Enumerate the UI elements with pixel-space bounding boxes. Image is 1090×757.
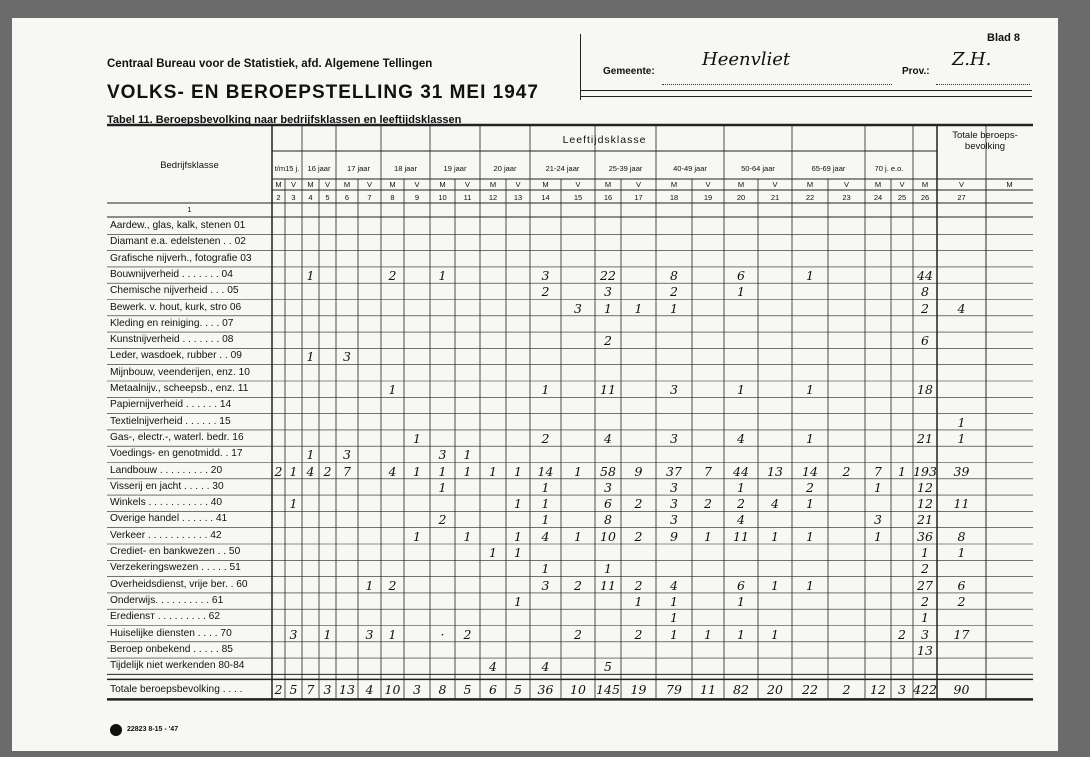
data-cell: 4: [957, 300, 966, 316]
row-label: Voedings- en genotmidd. . 17: [110, 448, 243, 460]
total-cell: 5: [289, 682, 298, 698]
data-cell: 2: [388, 577, 397, 593]
data-cell: 10: [600, 528, 616, 544]
total-cell: 3: [413, 682, 421, 698]
mv-header: V: [324, 180, 330, 189]
row-label: Verzekeringswezen . . . . . 51: [110, 562, 241, 574]
data-cell: 1: [541, 496, 550, 512]
sheet-number: Blad 8: [987, 32, 1021, 44]
row-label: Chemische nijverheid . . . 05: [110, 285, 239, 297]
col-number: 16: [603, 193, 613, 202]
data-cell: 1: [388, 382, 397, 397]
mv-header: V: [575, 180, 581, 189]
data-cell: ·: [440, 626, 445, 642]
total-cell: 6: [489, 682, 497, 698]
age-group-header: t/m15 j.: [274, 164, 300, 173]
data-cell: 2: [634, 626, 643, 642]
data-cell: 1: [898, 463, 906, 479]
col-number: 18: [669, 193, 679, 202]
total-cell: 4: [365, 682, 374, 698]
total-cell: 79: [666, 682, 682, 698]
data-cell: 3: [874, 512, 882, 528]
data-cell: 1: [704, 528, 712, 544]
row-label: Aardew., glas, kalk, stenen 01: [110, 220, 246, 231]
data-cell: 1: [463, 447, 472, 463]
prov-label: Prov.:: [902, 66, 930, 77]
mv-header: M: [670, 180, 678, 189]
form-title: VOLKS- EN BEROEPSTELLING 31 MEI 1947: [107, 82, 539, 103]
data-cell: 1: [670, 626, 678, 642]
row-label: Verkeer . . . . . . . . . . . 42: [110, 529, 222, 541]
data-cell: 2: [806, 479, 814, 495]
total-cell: 7: [306, 682, 315, 698]
data-cell: 1: [541, 382, 550, 397]
col-number: 21: [770, 193, 780, 202]
data-cell: 3: [438, 447, 447, 463]
data-cell: 1: [289, 463, 298, 479]
col-number: 15: [573, 193, 583, 202]
data-cell: 2: [541, 430, 550, 446]
data-cell: 1: [438, 267, 447, 283]
age-group-header: 19 jaar: [443, 164, 467, 173]
col-number: 20: [736, 193, 746, 202]
data-cell: 1: [634, 300, 643, 316]
data-cell: 6: [737, 267, 745, 283]
row-label: Erediensт . . . . . . . . . 62: [110, 611, 220, 623]
data-cell: 2: [921, 593, 929, 609]
header-totale: Totale beroeps- bevolking: [952, 130, 1018, 152]
data-cell: 3: [365, 626, 374, 642]
data-cell: 1: [874, 479, 882, 495]
data-cell: 18: [917, 382, 933, 397]
data-cell: 11: [953, 496, 970, 512]
data-cell: 2: [842, 463, 851, 479]
data-cell: 4: [670, 577, 678, 593]
data-cell: 1: [634, 593, 643, 609]
mv-header: M: [343, 180, 351, 189]
data-cell: 3: [670, 382, 678, 397]
col-number: 27: [957, 193, 966, 202]
col-number: 23: [842, 193, 851, 202]
row-label: Mijnbouw, veenderijen, enz. 10: [110, 366, 250, 378]
data-cell: 2: [634, 577, 643, 593]
data-cell: 3: [541, 577, 550, 593]
data-cell: 11: [733, 528, 749, 544]
data-cell: 1: [541, 479, 550, 495]
data-cell: 12: [917, 479, 933, 495]
data-cell: 193: [913, 463, 937, 479]
total-cell: 19: [630, 682, 647, 698]
age-group-header: 65-69 jaar: [811, 164, 846, 173]
header-bedrijfsklasse: Bedrijfsklasse: [160, 160, 219, 171]
data-cell: 1: [514, 593, 522, 609]
data-cell: 2: [634, 528, 643, 544]
mv-header: M: [806, 180, 814, 189]
mv-header: M: [604, 180, 612, 189]
data-cell: 1: [323, 626, 332, 642]
mv-header: M: [307, 180, 314, 189]
col-number: 9: [414, 193, 420, 202]
mv-header: M: [874, 180, 882, 189]
data-cell: 21: [917, 512, 933, 528]
total-cell: 22: [802, 682, 818, 698]
data-cell: 3: [670, 430, 678, 446]
data-cell: 3: [670, 512, 678, 528]
data-cell: 1: [306, 349, 315, 365]
row-label: Tijdelijk niet werkenden 80-84: [110, 660, 245, 672]
data-cell: 1: [365, 577, 374, 593]
data-cell: 6: [737, 577, 745, 593]
data-cell: 11: [600, 382, 616, 397]
data-cell: 9: [634, 463, 643, 479]
data-cell: 1: [806, 267, 814, 283]
total-cell: 145: [596, 682, 620, 698]
col-number: 7: [367, 193, 372, 202]
data-cell: 2: [323, 463, 332, 479]
data-cell: 7: [874, 463, 882, 479]
data-cell: 3: [574, 300, 582, 316]
data-cell: 1: [670, 610, 678, 626]
total-cell: 8: [438, 682, 447, 698]
table-title: Tabel 11. Beroepsbevolking naar bedrijfsklassen en leeftijdsklassen: [107, 114, 462, 126]
data-cell: 6: [957, 577, 966, 593]
data-cell: 21: [917, 430, 933, 446]
data-cell: 1: [463, 463, 472, 479]
data-cell: 39: [953, 463, 970, 479]
row-label: Winkels . . . . . . . . . . . 40: [110, 497, 223, 509]
total-cell: 20: [767, 682, 783, 698]
col-number: 14: [541, 193, 550, 202]
data-cell: 1: [541, 512, 550, 528]
mv-header: M: [489, 180, 497, 189]
data-cell: 4: [737, 512, 745, 528]
mv-header: V: [772, 180, 778, 189]
data-cell: 1: [806, 528, 814, 544]
data-cell: 1: [489, 545, 497, 560]
data-cell: 2: [921, 561, 929, 577]
data-cell: 4: [489, 659, 497, 675]
mv-header: V: [414, 180, 420, 189]
mv-header: M: [921, 180, 929, 189]
total-cell: 5: [514, 682, 522, 698]
mv-header: V: [635, 180, 641, 189]
data-cell: 13: [917, 642, 933, 658]
data-cell: 44: [733, 463, 749, 479]
mv-header: V: [290, 180, 296, 189]
total-cell: 82: [733, 682, 749, 698]
col-number: 11: [463, 193, 472, 202]
data-cell: 4: [541, 528, 550, 544]
data-cell: 1: [604, 300, 612, 316]
data-cell: 3: [604, 479, 612, 495]
data-cell: 1: [806, 430, 814, 446]
row-label: Grafische nijverh., fotografie 03: [110, 252, 252, 264]
data-cell: 2: [388, 267, 397, 283]
age-group-header: 17 jaar: [347, 164, 370, 173]
data-cell: 1: [514, 463, 522, 479]
col-number: 10: [438, 193, 447, 202]
mv-header: V: [464, 180, 470, 189]
mv-header: M: [389, 180, 396, 189]
data-cell: 1: [438, 479, 447, 495]
row-label: Overige handel . . . . . . 41: [110, 513, 228, 525]
total-cell: 2: [274, 682, 283, 698]
total-cell: 422: [913, 682, 937, 698]
data-cell: 1: [670, 300, 678, 316]
data-cell: 1: [514, 545, 522, 560]
data-cell: 1: [413, 463, 421, 479]
data-cell: 6: [921, 333, 929, 349]
mv-header: M: [1006, 180, 1013, 189]
mv-header: M: [542, 180, 549, 189]
mv-header: V: [899, 180, 905, 189]
row-label: Diamant e.a. edelstenen . . 02: [110, 236, 246, 248]
data-cell: 1: [806, 382, 814, 397]
data-cell: 8: [604, 512, 612, 528]
col-number: 26: [920, 193, 930, 202]
data-cell: 2: [574, 577, 582, 593]
data-cell: 2: [898, 626, 906, 642]
row-label: Gas-, electr.-, waterl. bedr. 16: [110, 431, 244, 443]
total-cell: 2: [842, 682, 851, 698]
gemeente-value: Heenvliet: [702, 49, 791, 70]
data-cell: 27: [917, 577, 933, 593]
data-cell: 3: [921, 626, 929, 642]
mv-header: V: [705, 180, 711, 189]
total-cell: 12: [870, 682, 886, 698]
data-cell: 4: [388, 463, 397, 479]
col-number: 13: [513, 193, 523, 202]
data-cell: 4: [771, 496, 779, 512]
data-cell: 1: [806, 577, 814, 593]
data-cell: 12: [917, 496, 933, 512]
data-cell: 1: [874, 528, 882, 544]
col-number: 8: [390, 193, 395, 202]
age-group-header: 21-24 jaar: [545, 164, 580, 173]
data-cell: 1: [388, 626, 397, 642]
data-cell: 1: [438, 463, 447, 479]
row-label: Beroep onbekend . . . . . 85: [110, 643, 233, 655]
data-cell: 5: [604, 659, 612, 675]
row-label: Visserij en jacht . . . . . 30: [110, 480, 224, 492]
data-cell: 2: [704, 496, 712, 512]
row-label: Onderwijs. . . . . . . . . . 61: [110, 594, 224, 606]
data-cell: 1: [771, 528, 779, 544]
data-cell: 3: [343, 349, 351, 365]
data-cell: 1: [957, 430, 966, 446]
col-number: 17: [634, 193, 643, 202]
row-label: Crediet- en bankwezen . . 50: [110, 546, 241, 557]
col-number: 1: [187, 205, 192, 214]
data-cell: 13: [767, 463, 783, 479]
data-cell: 8: [921, 284, 929, 300]
data-cell: 6: [604, 496, 612, 512]
organisation-name: Centraal Bureau voor de Statistiek, afd. Algemene Tellingen: [107, 58, 433, 70]
data-cell: 1: [957, 414, 966, 430]
total-cell: 5: [463, 682, 472, 698]
age-group-header: 50-64 jaar: [741, 164, 775, 173]
row-label: Textielnijverheid . . . . . . 15: [110, 415, 231, 427]
data-cell: 4: [737, 430, 745, 446]
col-number: 25: [897, 193, 907, 202]
data-cell: 1: [514, 496, 522, 512]
data-cell: 1: [771, 626, 779, 642]
total-cell: 3: [898, 682, 906, 698]
data-cell: 7: [704, 463, 712, 479]
data-cell: 1: [704, 626, 712, 642]
data-cell: 1: [489, 463, 497, 479]
row-label: Kunstnijverheid . . . . . . . 08: [110, 334, 234, 346]
col-number: 2: [276, 193, 281, 202]
row-label: Leder, wasdoek, rubber . . 09: [110, 350, 242, 362]
data-cell: 2: [737, 496, 745, 512]
data-cell: 1: [921, 545, 929, 560]
data-cell: 1: [737, 626, 745, 642]
total-cell: 10: [570, 682, 586, 698]
data-cell: 3: [670, 496, 678, 512]
data-cell: 1: [771, 577, 779, 593]
total-cell: 36: [537, 682, 554, 698]
row-label: Huiselijke diensten . . . . 70: [110, 627, 232, 639]
col-number: 12: [488, 193, 498, 202]
data-cell: 1: [604, 561, 612, 577]
mv-header: V: [515, 180, 521, 189]
data-cell: 3: [670, 479, 678, 495]
row-label: Papiernijverheid . . . . . . 14: [110, 399, 232, 411]
data-cell: 8: [957, 528, 966, 544]
data-cell: 2: [670, 284, 678, 300]
col-number: 5: [325, 193, 330, 202]
data-cell: 1: [737, 479, 745, 495]
data-cell: 3: [541, 267, 550, 283]
prov-value: Z.H.: [952, 49, 992, 70]
data-cell: 1: [541, 561, 550, 577]
mv-header: V: [843, 180, 849, 189]
data-cell: 1: [306, 267, 315, 283]
data-cell: 14: [802, 463, 818, 479]
data-cell: 2: [634, 496, 643, 512]
col-number: 3: [291, 193, 296, 202]
mv-header: M: [439, 180, 446, 189]
age-group-header: 20 jaar: [493, 164, 517, 173]
data-cell: 2: [921, 300, 929, 316]
data-cell: 3: [289, 626, 298, 642]
printer-logo-icon: [110, 724, 122, 736]
footer-code: 22823 8-15 - '47: [127, 726, 179, 733]
data-cell: 9: [670, 528, 678, 544]
mv-header: M: [737, 180, 745, 189]
data-cell: 2: [604, 333, 612, 349]
data-cell: 4: [306, 463, 315, 479]
col-number: 24: [873, 193, 883, 202]
data-cell: 1: [737, 593, 745, 609]
data-cell: 2: [574, 626, 582, 642]
header-leeftijdsklasse: Leeftijdsklasse: [562, 134, 647, 146]
data-cell: 1: [921, 610, 929, 626]
col-number: 19: [703, 193, 713, 202]
data-cell: 4: [541, 659, 550, 675]
total-cell: 10: [384, 682, 401, 698]
data-cell: 1: [574, 463, 582, 479]
data-cell: 1: [737, 284, 745, 300]
data-cell: 14: [537, 463, 554, 479]
data-cell: 1: [957, 545, 966, 560]
age-group-header: 16 jaar: [307, 164, 331, 173]
data-cell: 8: [670, 267, 678, 283]
data-cell: 37: [666, 463, 682, 479]
data-cell: 2: [957, 593, 966, 609]
row-label: Bewerk. v. hout, kurk, stro 06: [110, 301, 242, 313]
mv-header: M: [275, 180, 282, 189]
age-group-header: 18 jaar: [394, 164, 417, 173]
total-cell: 11: [700, 682, 716, 698]
data-cell: 1: [670, 593, 678, 609]
data-cell: 44: [917, 267, 933, 283]
data-cell: 2: [438, 512, 447, 528]
age-group-header: 70 j. e.o.: [874, 164, 904, 173]
data-cell: 1: [306, 447, 315, 463]
row-label: Metaalnijv., scheepsb., enz. 11: [110, 383, 249, 394]
age-group-header: 25-39 jaar: [608, 164, 643, 173]
data-cell: 1: [806, 496, 814, 512]
data-cell: 36: [917, 528, 933, 544]
mv-header: V: [958, 180, 964, 189]
gemeente-label: Gemeente:: [603, 66, 655, 77]
data-cell: 11: [600, 577, 616, 593]
total-cell: 90: [953, 682, 970, 698]
col-number: 6: [344, 193, 350, 202]
data-cell: 1: [574, 528, 582, 544]
data-cell: 2: [541, 284, 550, 300]
data-cell: 17: [953, 626, 970, 642]
data-cell: 3: [343, 447, 351, 463]
data-cell: 2: [274, 463, 283, 479]
data-cell: 1: [737, 382, 745, 397]
mv-header: V: [366, 180, 372, 189]
data-cell: 22: [600, 267, 616, 283]
total-cell: 13: [339, 682, 355, 698]
data-cell: 3: [604, 284, 612, 300]
data-cell: 7: [343, 463, 351, 479]
age-group-header: 40-49 jaar: [673, 164, 707, 173]
row-label: Overheidsdienst, vrije ber. . 60: [110, 578, 248, 590]
total-label: Totale beroepsbevolking . . . .: [110, 684, 243, 696]
data-cell: 1: [514, 528, 522, 544]
row-label: Landbouw . . . . . . . . . 20: [110, 464, 223, 476]
col-number: 22: [805, 193, 815, 202]
col-number: 4: [308, 193, 313, 202]
row-label: Kleding en reiniging. . . . 07: [110, 317, 234, 329]
data-cell: 1: [413, 430, 421, 446]
total-cell: 3: [323, 682, 332, 698]
data-cell: 1: [289, 496, 298, 512]
data-cell: 58: [600, 463, 616, 479]
data-cell: 1: [463, 528, 472, 544]
row-label: Bouwnijverheid . . . . . . . 04: [110, 268, 233, 280]
data-cell: 2: [463, 626, 472, 642]
data-cell: 4: [604, 430, 612, 446]
data-cell: 1: [413, 528, 421, 544]
